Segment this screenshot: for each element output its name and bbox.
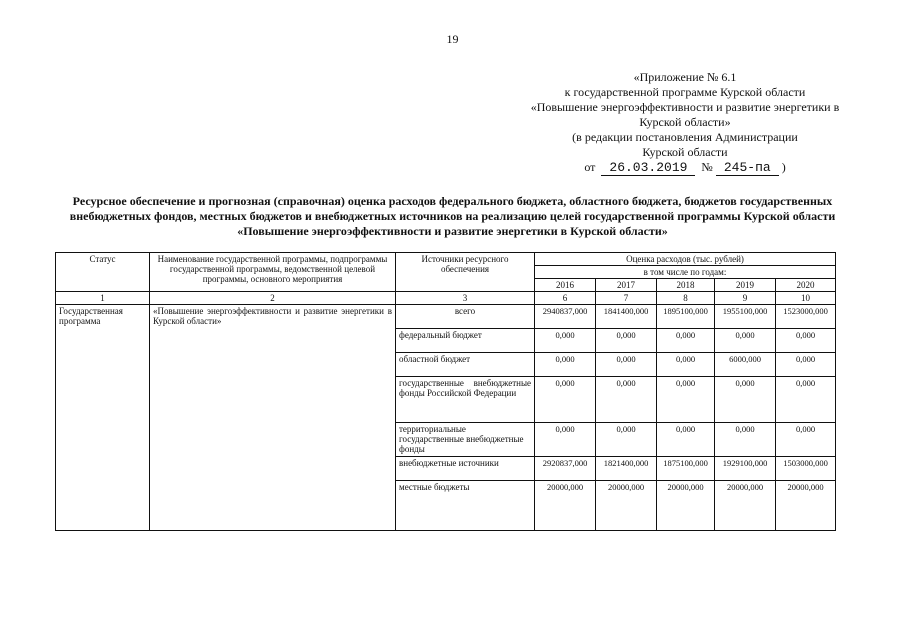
program-name-cell: «Повышение энергоэффективности и развитие энергетики в Курской области» [150,305,396,531]
appendix-line: Курской области [642,145,728,159]
value-cell: 1503000,000 [776,457,836,481]
column-index: 3 [396,292,535,305]
value-cell: 20000,000 [776,481,836,531]
page-number: 19 [446,32,459,46]
decree-date: 26.03.2019 [601,161,695,176]
value-cell: 0,000 [715,423,776,457]
value-cell: 0,000 [596,353,657,377]
column-index: 9 [715,292,776,305]
source-cell: областной бюджет [396,353,535,377]
value-cell: 0,000 [715,377,776,423]
value-cell: 1875100,000 [657,457,715,481]
header-name: Наименование государственной программы, подпрограммы государственной программы, ведомственной целевой программы, основного мероприятия [150,253,396,292]
value-cell: 0,000 [776,353,836,377]
value-cell: 20000,000 [596,481,657,531]
column-index: 7 [596,292,657,305]
value-cell: 1841400,000 [596,305,657,329]
header-source: Источники ресурсного обеспечения [396,253,535,292]
value-cell: 0,000 [535,377,596,423]
status-cell: Государственная программа [56,305,150,531]
value-cell: 0,000 [776,329,836,353]
source-cell: государственные внебюджетные фонды Российской Федерации [396,377,535,423]
appendix-line: Курской области» [639,115,731,129]
value-cell: 1895100,000 [657,305,715,329]
value-cell: 0,000 [657,329,715,353]
value-cell: 20000,000 [657,481,715,531]
value-cell: 20000,000 [535,481,596,531]
index-row [56,292,836,305]
value-cell: 0,000 [596,423,657,457]
header-by-years: в том числе по годам: [535,266,836,279]
year-header: 2016 [535,279,596,292]
number-prefix: № [701,160,713,174]
value-cell: 0,000 [715,329,776,353]
source-cell: всего [396,305,535,329]
value-cell: 0,000 [596,377,657,423]
year-header: 2017 [596,279,657,292]
value-cell: 0,000 [596,329,657,353]
header-row [56,253,836,266]
source-cell: территориальные государственные внебюджетные фонды [396,423,535,457]
value-cell: 2920837,000 [535,457,596,481]
appendix-line: к государственной программе Курской области [564,85,806,99]
value-cell: 0,000 [776,423,836,457]
year-header: 2019 [715,279,776,292]
closing-paren: ) [781,160,786,174]
column-index: 8 [657,292,715,305]
appendix-line: (в редакции постановления Администрации [572,130,798,144]
appendix-line: «Приложение № 6.1 [633,70,737,84]
source-cell: внебюджетные источники [396,457,535,481]
table-row [56,305,836,329]
value-cell: 1821400,000 [596,457,657,481]
header-status: Статус [56,253,150,292]
year-header: 2020 [776,279,836,292]
value-cell: 0,000 [535,423,596,457]
value-cell: 0,000 [776,377,836,423]
column-index: 10 [776,292,836,305]
value-cell: 0,000 [657,423,715,457]
from-label: от [584,160,596,174]
value-cell: 0,000 [535,329,596,353]
appendix-line: «Повышение энергоэффективности и развитие энергетики в [530,100,840,114]
value-cell: 1523000,000 [776,305,836,329]
appendix-block [520,70,850,176]
value-cell: 1929100,000 [715,457,776,481]
decree-line [520,160,850,176]
decree-number: 245-па [716,161,779,176]
value-cell: 0,000 [657,353,715,377]
column-index: 1 [56,292,150,305]
year-header: 2018 [657,279,715,292]
column-index: 2 [150,292,396,305]
column-index: 6 [535,292,596,305]
value-cell: 0,000 [535,353,596,377]
document-title: Ресурсное обеспечение и прогнозная (справочная) оценка расходов федерального бюджета, областного бюджета, бюджетов государственных внебюджетных фондов, местных бюджетов и внебюджетных источников на реализацию целей государственной программы Курской области «Повышение энергоэффективности и развитие энергетики в Курской области» [69,194,836,238]
source-cell: федеральный бюджет [396,329,535,353]
value-cell: 20000,000 [715,481,776,531]
resource-table [55,252,836,531]
value-cell: 2940837,000 [535,305,596,329]
source-cell: местные бюджеты [396,481,535,531]
value-cell: 6000,000 [715,353,776,377]
header-estimate: Оценка расходов (тыс. рублей) [535,253,836,266]
value-cell: 0,000 [657,377,715,423]
value-cell: 1955100,000 [715,305,776,329]
